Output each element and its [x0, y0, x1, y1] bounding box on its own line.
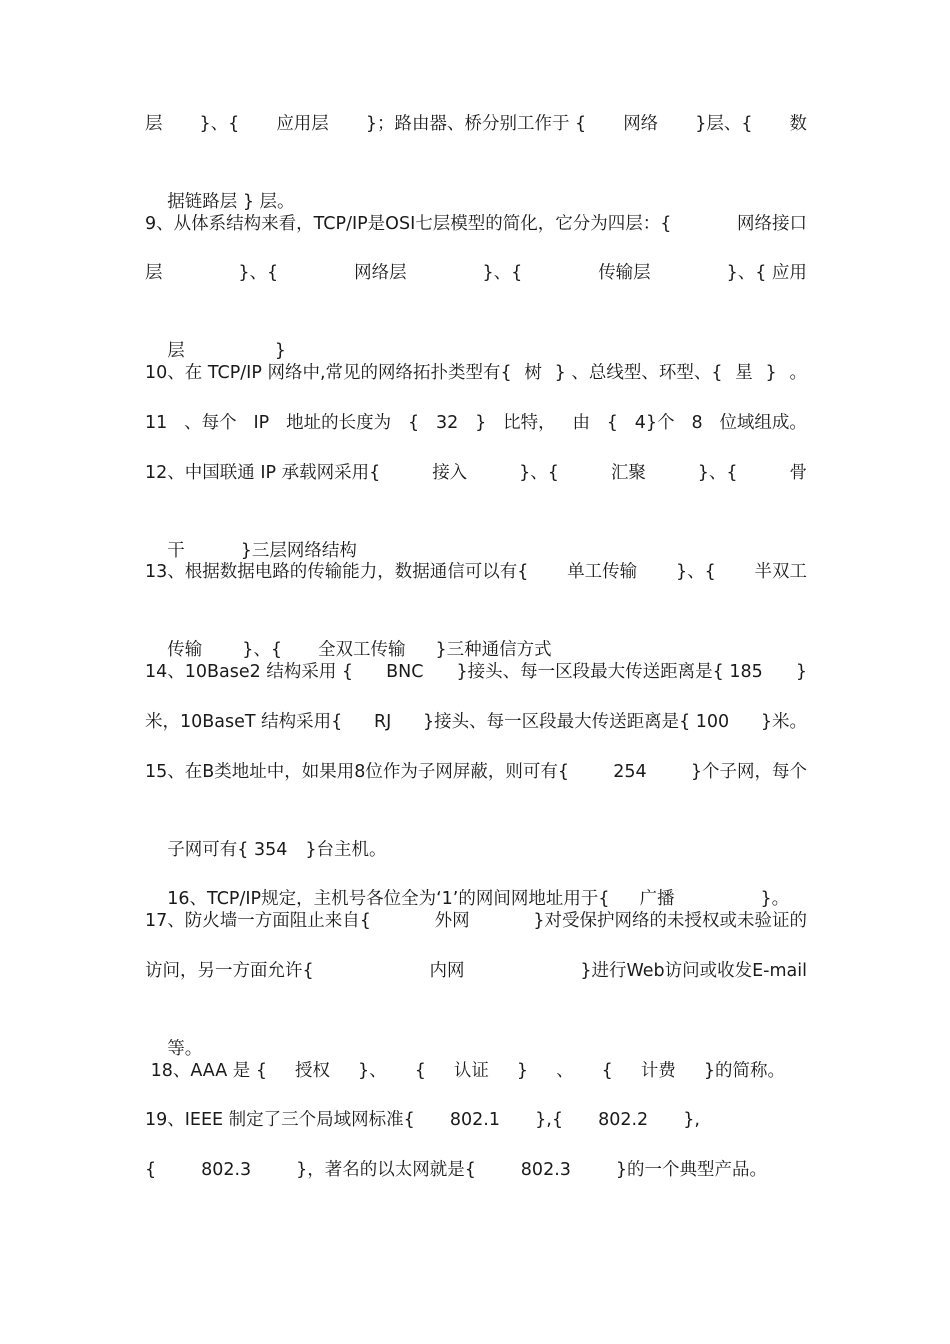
text-line: 9、从体系结构来看，TCP/IP是OSI七层模型的简化，它分为四层：{ 网络接口 — [145, 214, 807, 234]
text-line: 13、根据数据电路的传输能力，数据通信可以有{ 单工传输 }、{ 半双工 — [145, 562, 807, 582]
text-line: 传输 }、{ 全双工传输 }三种通信方式 — [167, 640, 552, 660]
text-line: 层 } — [167, 341, 286, 361]
text-line: 等。 — [167, 1039, 203, 1059]
text-line: 干 }三层网络结构 — [167, 541, 357, 561]
text-line: 11 、每个 IP 地址的长度为 { 32 } 比特， 由 { 4}个 8 位域组成。 — [145, 413, 807, 433]
text-line: 米，10BaseT 结构采用{ RJ }接头、每一区段最大传送距离是{ 100 }米。 — [145, 712, 807, 732]
text-line: 访问，另一方面允许{ 内网 }进行Web访问或收发E-mail — [145, 961, 807, 981]
text-line: 子网可有{ 354 }台主机。 — [167, 840, 387, 860]
text-line: { 802.3 }，著名的以太网就是{ 802.3 }的一个典型产品。 — [145, 1160, 767, 1180]
text-line: 据链路层 } 层。 — [167, 192, 295, 212]
text-line: 12、中国联通 IP 承载网采用{ 接入 }、{ 汇聚 }、{ 骨 — [145, 463, 807, 483]
text-line: 15、在B类地址中，如果用8位作为子网屏蔽，则可有{ 254 }个子网，每个 — [145, 762, 807, 782]
text-line: 16、TCP/IP规定，主机号各位全为‘1’的网间网地址用于{ 广播 }。 — [167, 889, 790, 909]
text-line: 10、在 TCP/IP 网络中,常见的网络拓扑类型有{ 树 } 、总线型、环型、{ 星 } 。 — [145, 363, 807, 383]
text-line: 层 }、{ 网络层 }、{ 传输层 }、{ 应用 — [145, 263, 807, 283]
text-line: 14、10Base2 结构采用 { BNC }接头、每一区段最大传送距离是{ 185 } — [145, 662, 807, 682]
text-line: 层 }、{ 应用层 }；路由器、桥分别工作于 { 网络 }层、{ 数 — [145, 114, 807, 134]
text-line: 18、AAA 是 { 授权 }、 { 认证 } 、 { 计费 }的简称。 — [145, 1061, 785, 1081]
text-line: 17、防火墙一方面阻止来自{ 外网 }对受保护网络的未授权或未验证的 — [145, 911, 807, 931]
text-line: 19、IEEE 制定了三个局域网标准{ 802.1 },{ 802.2 }, — [145, 1110, 700, 1130]
